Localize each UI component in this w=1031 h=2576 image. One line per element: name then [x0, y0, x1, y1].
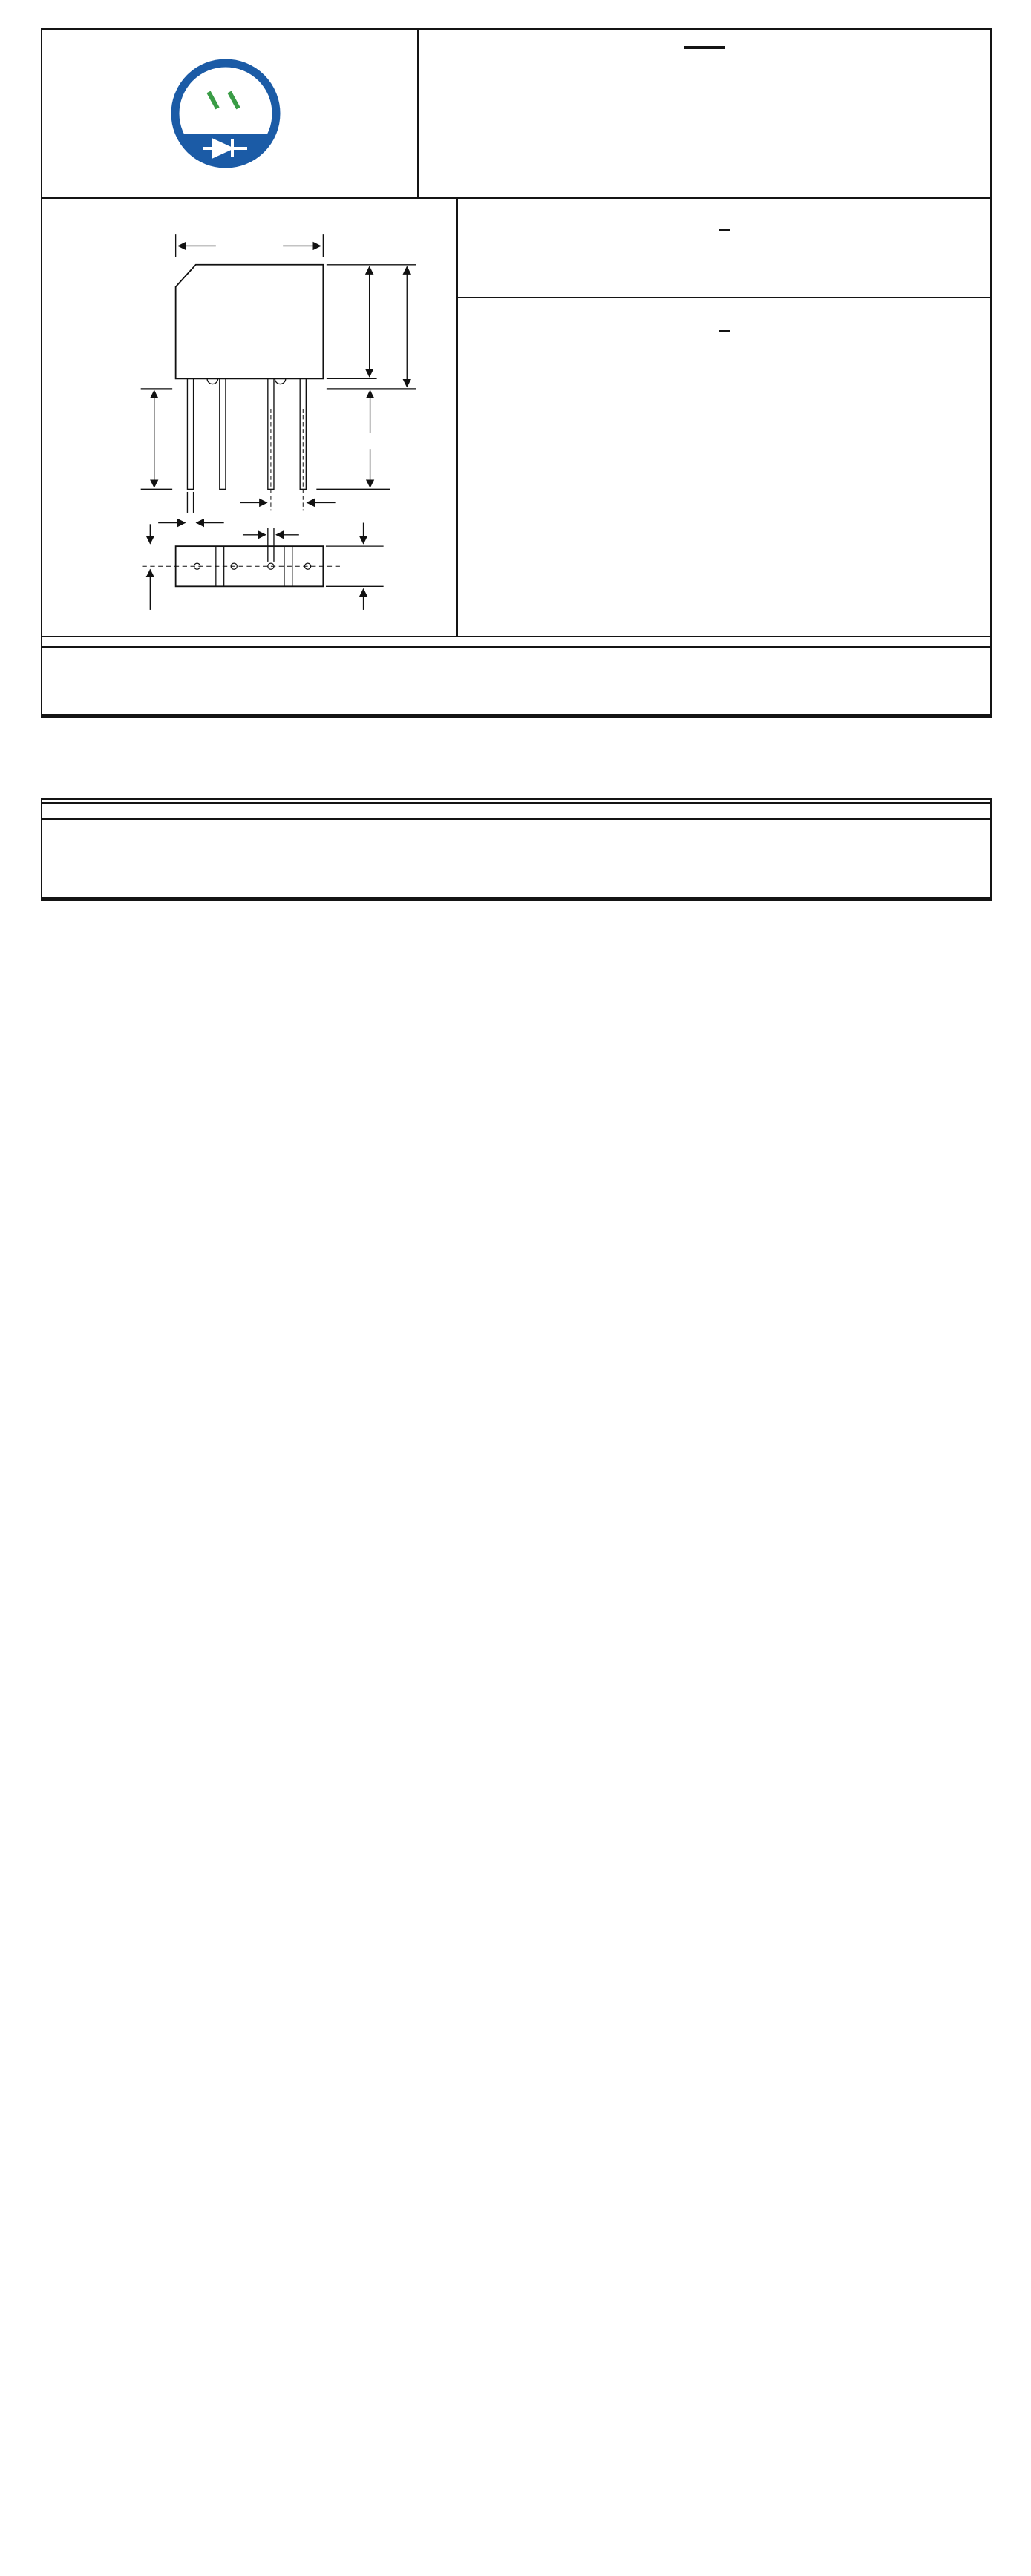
package-leads: [187, 378, 306, 489]
main-columns: [42, 199, 990, 637]
features-section: [458, 199, 990, 298]
company-logo: [42, 30, 417, 197]
figures-grid: [42, 820, 990, 842]
datasheet-page-1: [41, 28, 992, 718]
info-column: [456, 199, 990, 636]
header: [42, 30, 990, 199]
header-title-block: [417, 30, 990, 197]
features-heading: [479, 208, 969, 228]
curves-heading: [42, 802, 990, 820]
feature-item: [479, 238, 969, 257]
features-list: [479, 238, 969, 269]
package-column: [42, 199, 456, 636]
ratings-heading: [42, 637, 990, 648]
mechanical-data-section: [458, 298, 990, 636]
feature-item: [479, 266, 969, 269]
datasheet-page-2: [41, 798, 992, 901]
mechanical-heading: [479, 309, 969, 329]
logo-mark-icon: [170, 58, 281, 169]
ratings-intro: [42, 648, 990, 661]
page-title: [684, 42, 725, 49]
reference-note: [42, 842, 990, 897]
notes-section: [42, 661, 990, 666]
package-body: [176, 265, 324, 379]
package-drawing: [64, 208, 435, 623]
